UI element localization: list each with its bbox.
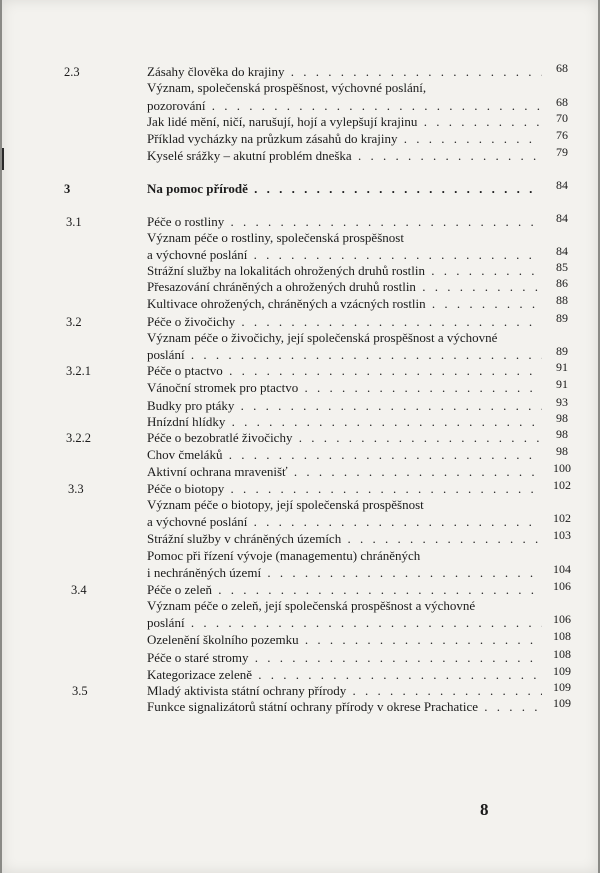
- entry-page: 102: [553, 511, 571, 525]
- entry-title: Na pomoc přírodě . . .: [147, 180, 542, 198]
- entry-page: 68: [556, 95, 568, 109]
- entry-page: 84: [556, 211, 568, 225]
- toc-entry: [2, 295, 598, 313]
- entry-title: Význam péče o biotopy, její společenská prospěšnost: [147, 497, 424, 512]
- entry-page: 109: [553, 696, 571, 710]
- entry-title: poslání . . .: [147, 346, 542, 364]
- entry-page: 100: [553, 461, 571, 475]
- entry-page: 89: [556, 344, 568, 358]
- entry-page: 84: [556, 178, 568, 192]
- entry-page: 109: [553, 664, 571, 678]
- entry-title: Kyselé srážky – akutní problém dneška . . .: [147, 147, 542, 165]
- entry-title: Význam péče o rostliny, společenská prospěšnost: [147, 230, 404, 245]
- section-number: 3.2: [66, 315, 82, 329]
- section-number: 2.3: [64, 65, 80, 79]
- entry-title: Hnízdní hlídky . . .: [147, 413, 542, 431]
- entry-page: 98: [556, 444, 568, 458]
- toc-entry: [2, 362, 598, 380]
- toc-entry: [2, 429, 598, 447]
- section-number: 3.5: [72, 684, 88, 698]
- entry-title: Chov čmeláků . . .: [147, 446, 542, 464]
- entry-title: Péče o staré stromy . . .: [147, 649, 542, 667]
- toc-entry: [2, 463, 598, 481]
- entry-page: 103: [553, 528, 571, 542]
- entry-page: 91: [556, 360, 568, 374]
- entry-page: 109: [553, 680, 571, 694]
- entry-page: 76: [556, 128, 568, 142]
- entry-title: Mladý aktivista státní ochrany přírody . . .: [147, 682, 542, 700]
- entry-title: Pomoc při řízení vývoje (managementu) chráněných: [147, 548, 421, 563]
- toc-entry: [2, 530, 598, 548]
- entry-page: 108: [553, 629, 571, 643]
- toc-chapter: [2, 180, 598, 198]
- section-number: 3.4: [71, 583, 87, 597]
- toc-entry: [2, 229, 598, 247]
- toc-entry: [2, 379, 598, 397]
- toc-entry: [2, 614, 598, 632]
- toc-entry: [2, 547, 598, 565]
- toc-entry: [2, 446, 598, 464]
- entry-title: Strážní služby na lokalitách ohrožených druhů rostlin . . .: [147, 262, 542, 280]
- section-number: 3.1: [66, 215, 82, 229]
- entry-page: 79: [556, 145, 568, 159]
- entry-page: 106: [553, 579, 571, 593]
- entry-title: Funkce signalizátorů státní ochrany přírody v okrese Prachatice . . .: [147, 698, 542, 716]
- entry-page: 89: [556, 311, 568, 325]
- entry-title: Péče o živočichy . . .: [147, 313, 542, 331]
- entry-title: Budky pro ptáky . . .: [147, 397, 542, 415]
- entry-page: 98: [556, 411, 568, 425]
- entry-title: Aktivní ochrana mravenišť . . .: [147, 463, 542, 481]
- entry-page: 68: [556, 61, 568, 75]
- entry-page: 106: [553, 612, 571, 626]
- entry-page: 98: [556, 427, 568, 441]
- entry-page: 104: [553, 562, 571, 576]
- entry-title: pozorování . . .: [147, 97, 542, 115]
- entry-page: 86: [556, 276, 568, 290]
- entry-page: 102: [553, 478, 571, 492]
- section-number: 3.2.2: [66, 431, 91, 445]
- entry-title: poslání . . .: [147, 614, 542, 632]
- entry-title: Péče o zeleň . . .: [147, 581, 542, 599]
- toc-entry: [2, 329, 598, 347]
- entry-page: 93: [556, 395, 568, 409]
- entry-title: Péče o ptactvo . . .: [147, 362, 542, 380]
- toc-entry: [2, 496, 598, 514]
- toc-entry: [2, 278, 598, 296]
- entry-title: Kategorizace zeleně . . .: [147, 666, 542, 684]
- toc-entry: [2, 113, 598, 131]
- toc-entry: [2, 130, 598, 148]
- entry-title: Péče o biotopy . . .: [147, 480, 542, 498]
- entry-title: a výchovné poslání . . .: [147, 246, 542, 264]
- entry-title: i nechráněných území . . .: [147, 564, 542, 582]
- toc-entry: [2, 79, 598, 97]
- entry-page: 84: [556, 244, 568, 258]
- entry-title: Kultivace ohrožených, chráněných a vzácných rostlin . . .: [147, 295, 542, 313]
- entry-title: Význam péče o zeleň, její společenská prospěšnost a výchovné: [147, 598, 476, 613]
- toc-entry: [2, 513, 598, 531]
- entry-title: Péče o bezobratlé živočichy . . .: [147, 429, 542, 447]
- entry-title: Význam péče o živočichy, její společenská prospěšnost a výchovné: [147, 330, 498, 345]
- toc-entry: [2, 698, 598, 716]
- toc-entry: [2, 597, 598, 615]
- entry-title: Význam, společenská prospěšnost, výchovné poslání,: [147, 80, 427, 95]
- entry-title: Přesazování chráněných a ohrožených druhů rostlin . . .: [147, 278, 542, 296]
- entry-page: 70: [556, 111, 568, 125]
- entry-title: Ozelenění školního pozemku . . .: [147, 631, 542, 649]
- toc-entry: [2, 631, 598, 649]
- toc-entry: [2, 147, 598, 165]
- entry-title: Vánoční stromek pro ptactvo . . .: [147, 379, 542, 397]
- entry-page: 108: [553, 647, 571, 661]
- section-number: 3.3: [68, 482, 84, 496]
- entry-title: Péče o rostliny . . .: [147, 213, 542, 231]
- entry-page: 91: [556, 377, 568, 391]
- entry-title: Jak lidé mění, ničí, narušují, hojí a vylepšují krajinu . . .: [147, 113, 542, 131]
- toc-entry: [2, 564, 598, 582]
- entry-page: 85: [556, 260, 568, 274]
- page-number: 8: [480, 800, 489, 819]
- entry-title: Příklad vycházky na průzkum zásahů do krajiny . . .: [147, 130, 542, 148]
- entry-title: Strážní služby v chráněných územích . . .: [147, 530, 542, 548]
- entry-title: Zásahy člověka do krajiny . . .: [147, 63, 542, 81]
- toc-entry: [2, 649, 598, 667]
- entry-title: a výchovné poslání . . .: [147, 513, 542, 531]
- book-page: [2, 0, 598, 873]
- entry-page: 88: [556, 293, 568, 307]
- section-number: 3.2.1: [66, 364, 91, 378]
- section-number: 3: [64, 182, 71, 196]
